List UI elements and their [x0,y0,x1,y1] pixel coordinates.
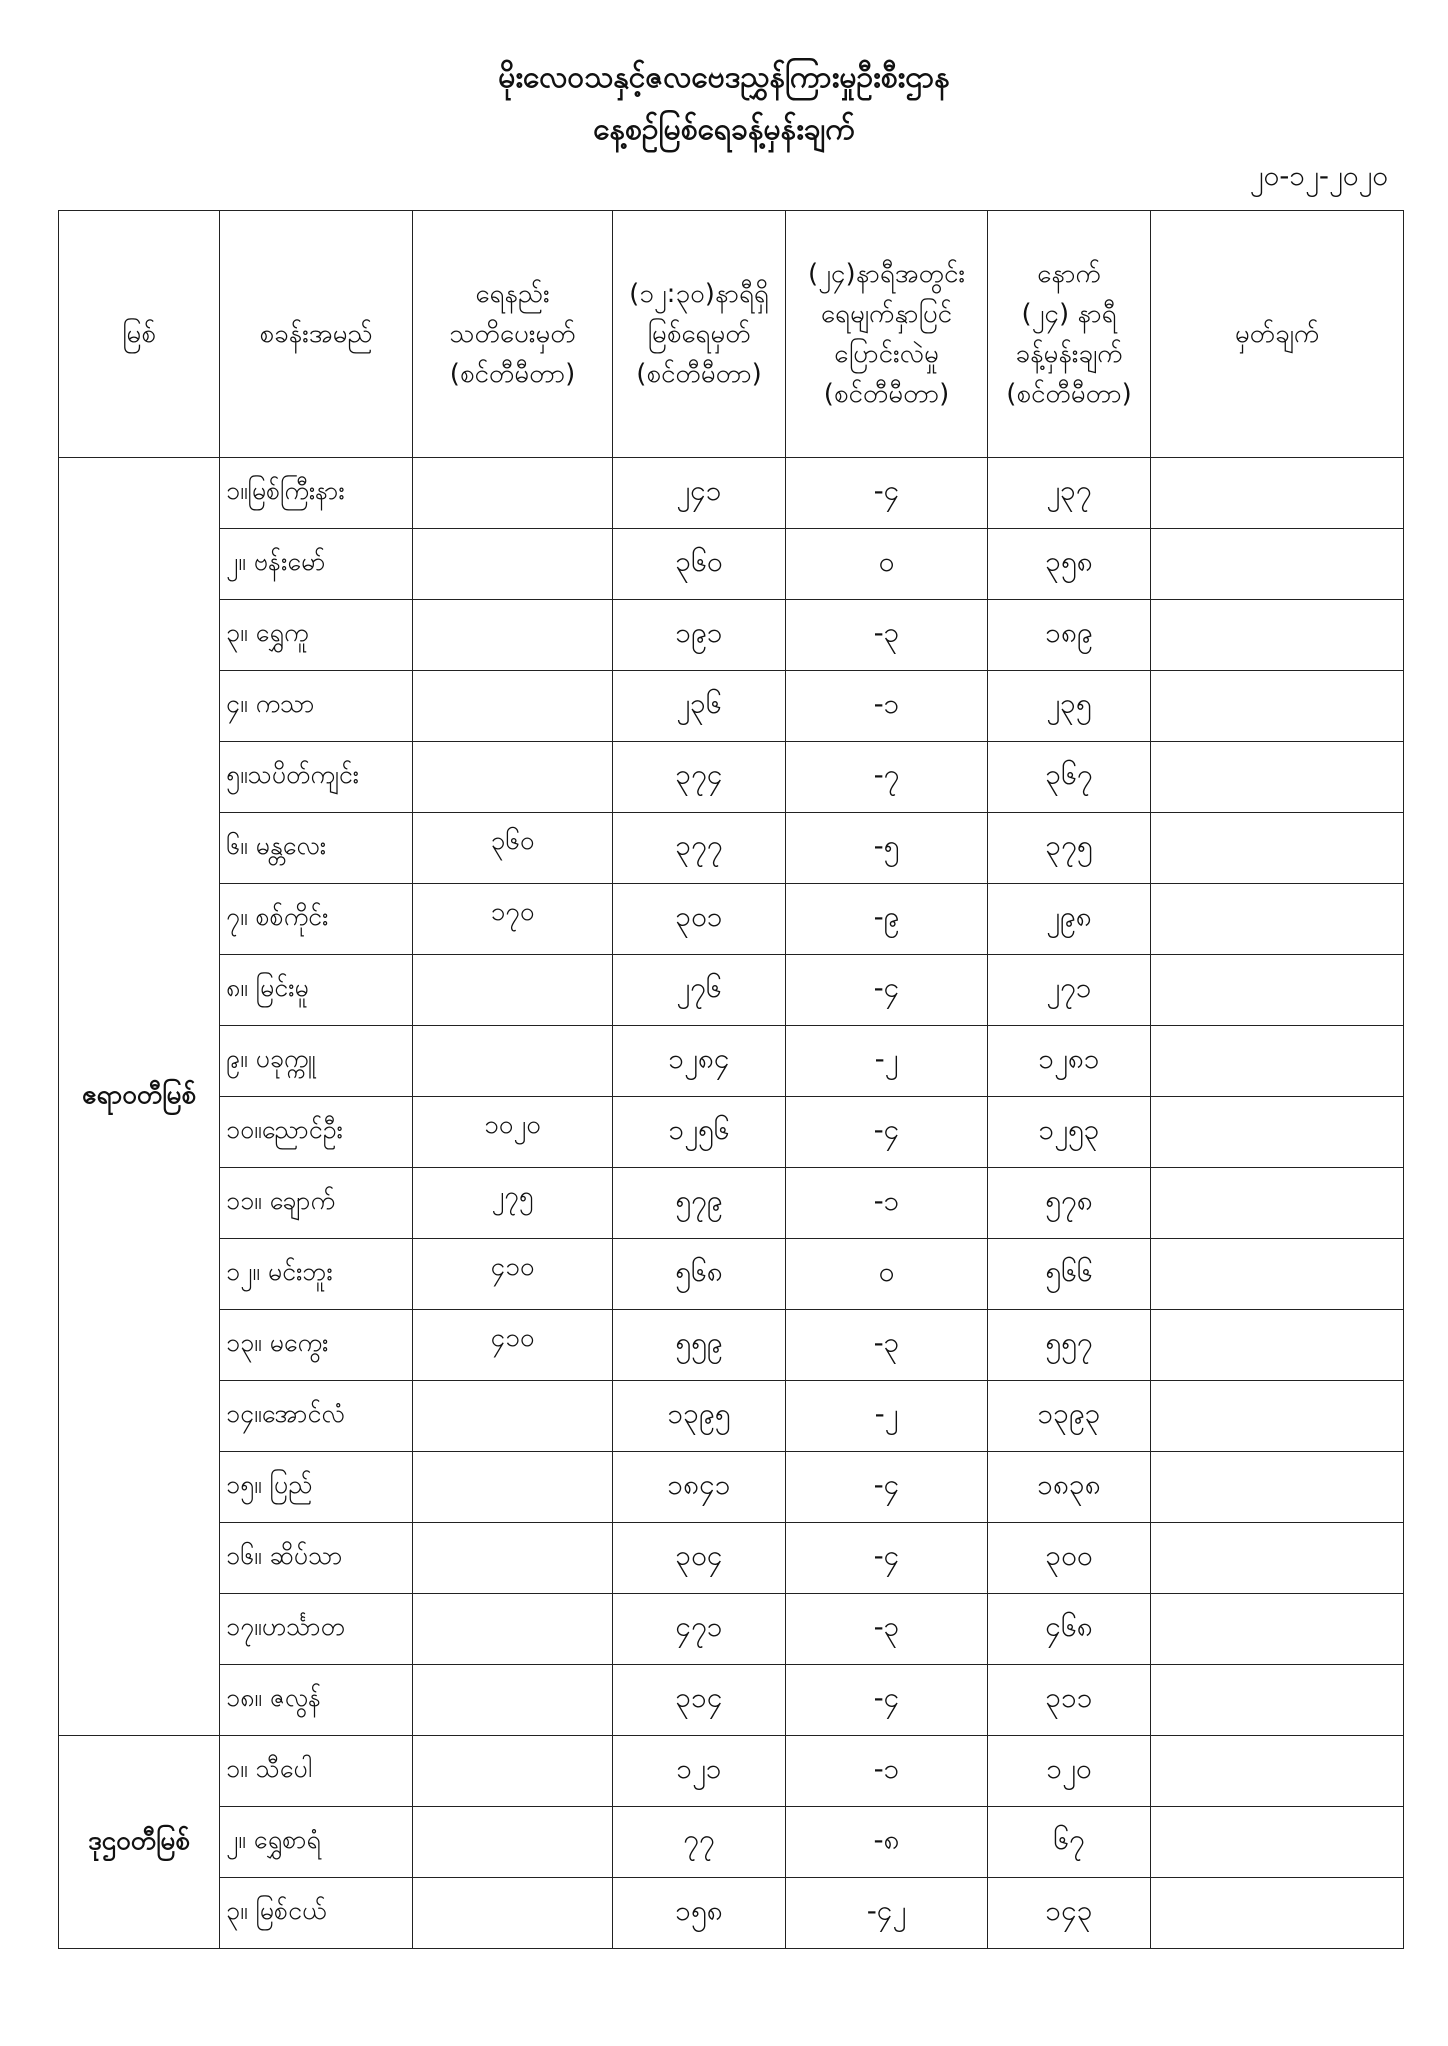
level-change-cell: ၀ [786,1239,988,1310]
current-level-cell: ၅၇၉ [613,1168,786,1239]
current-level-cell: ၂၇၆ [613,955,786,1026]
current-level-cell: ၇၇ [613,1807,786,1878]
danger-level-cell: ၂၇၅ [413,1168,613,1239]
remark-cell [1151,1878,1404,1949]
station-name-cell: ၂။ ရွှေစာရံ [220,1807,413,1878]
current-level-cell: ၃၆၀ [613,529,786,600]
header-current-line: မြစ်ရေမှတ် [647,319,751,349]
current-level-cell: ၃၀၄ [613,1523,786,1594]
remark-cell [1151,1665,1404,1736]
report-date: ၂၀-၁၂-၂၀၂၀ [1249,159,1388,192]
station-name-cell: ၅။သပိတ်ကျင်း [220,742,413,813]
danger-level-cell: ၄၁၀ [413,1310,613,1381]
remark-cell [1151,884,1404,955]
remark-cell [1151,1026,1404,1097]
remark-cell [1151,1736,1404,1807]
forecast-level-cell: ၁၈၃၈ [988,1452,1151,1523]
current-level-cell: ၂၄၁ [613,458,786,529]
forecast-level-cell: ၁၃၉၃ [988,1381,1151,1452]
forecast-level-cell: ၃၆၇ [988,742,1151,813]
station-name-cell: ၁၀။ညောင်ဦး [220,1097,413,1168]
header-danger-line: ရေနည်း [475,279,550,309]
header-change-line: ပြောင်းလဲမှု [834,339,939,369]
header-change-line: (စင်တီမီတာ) [823,379,950,409]
forecast-level-cell: ၄၆၈ [988,1594,1151,1665]
table-row [59,1026,1404,1097]
table-row [59,1381,1404,1452]
forecast-level-cell: ၅၅၇ [988,1310,1151,1381]
header-change-line: ရေမျက်နှာပြင် [820,299,953,329]
table-row [59,955,1404,1026]
station-name-cell: ၁၅။ ပြည် [220,1452,413,1523]
danger-level-cell: ၄၁၀ [413,1239,613,1310]
table-row [59,671,1404,742]
level-change-cell: -၅ [786,813,988,884]
header-current-line: (စင်တီမီတာ) [636,359,762,389]
station-name-cell: ၇။ စစ်ကိုင်း [220,884,413,955]
forecast-level-cell: ၁၈၉ [988,600,1151,671]
forecast-level-cell: ၂၉၈ [988,884,1151,955]
current-level-cell: ၁၂၁ [613,1736,786,1807]
danger-level-cell: ၁၀၂၀ [413,1097,613,1168]
forecast-level-cell: ၁၂၈၁ [988,1026,1151,1097]
station-name-cell: ၁၄။အောင်လံ [220,1381,413,1452]
station-name-cell: ၁၂။ မင်းဘူး [220,1239,413,1310]
remark-cell [1151,1807,1404,1878]
remark-cell [1151,529,1404,600]
danger-level-cell [413,1736,613,1807]
level-change-cell: -၃ [786,1594,988,1665]
header-change-line: (၂၄)နာရီအတွင်း [808,259,965,289]
station-name-cell: ၁။မြစ်ကြီးနား [220,458,413,529]
table-row [59,529,1404,600]
danger-level-cell: ၁၇၀ [413,884,613,955]
danger-level-cell [413,1523,613,1594]
table-row [59,1807,1404,1878]
header-forecast-line: နောက် [1037,259,1101,289]
danger-level-cell [413,742,613,813]
table-row [59,884,1404,955]
danger-level-cell [413,1807,613,1878]
station-name-cell: ၂။ ဗန်းမော် [220,529,413,600]
remark-cell [1151,1168,1404,1239]
forecast-level-cell: ၃၅၈ [988,529,1151,600]
current-level-cell: ၅၆၈ [613,1239,786,1310]
header-forecast-line: (စင်တီမီတာ) [1006,379,1132,409]
table-row [59,1523,1404,1594]
danger-level-cell [413,529,613,600]
table-row [59,1239,1404,1310]
forecast-level-cell: ၆၇ [988,1807,1151,1878]
header-forecast [988,211,1151,458]
forecast-level-cell: ၁၂၅၃ [988,1097,1151,1168]
danger-level-cell [413,1665,613,1736]
level-change-cell: -၄ [786,1665,988,1736]
station-name-cell: ၁၃။ မကွေး [220,1310,413,1381]
header-danger-line: (စင်တီမီတာ) [449,359,576,389]
danger-level-cell: ၃၆၀ [413,813,613,884]
table-row [59,1736,1404,1807]
page-title: မိုးလေဝသနှင့်ဇလဗေဒညွှန်ကြားမှုဦးစီးဌာန [498,60,950,95]
forecast-level-cell: ၅၇၈ [988,1168,1151,1239]
table-row [59,1665,1404,1736]
danger-level-cell [413,600,613,671]
station-name-cell: ၁၁။ ချောက် [220,1168,413,1239]
level-change-cell: -၄ [786,458,988,529]
level-change-cell: -၃ [786,1310,988,1381]
danger-level-cell [413,1452,613,1523]
level-change-cell: -၉ [786,884,988,955]
level-change-cell: ၀ [786,529,988,600]
level-change-cell: -၈ [786,1807,988,1878]
header-current-level [613,211,786,458]
level-change-cell: -၇ [786,742,988,813]
remark-cell [1151,1381,1404,1452]
current-level-cell: ၃၀၁ [613,884,786,955]
current-level-cell: ၃၇၄ [613,742,786,813]
danger-level-cell [413,458,613,529]
remark-cell [1151,1452,1404,1523]
current-level-cell: ၅၅၉ [613,1310,786,1381]
forecast-level-cell: ၃၁၁ [988,1665,1151,1736]
level-change-cell: -၁ [786,1736,988,1807]
station-name-cell: ၁၈။ ဇလွန် [220,1665,413,1736]
remark-cell [1151,1310,1404,1381]
level-change-cell: -၄၂ [786,1878,988,1949]
forecast-level-cell: ၂၃၇ [988,458,1151,529]
remark-cell [1151,742,1404,813]
forecast-level-cell: ၅၆၆ [988,1239,1151,1310]
river-name-cell: ဒုဌဝတီမြစ် [59,1736,220,1949]
remark-cell [1151,458,1404,529]
current-level-cell: ၃၇၇ [613,813,786,884]
table-row [59,1097,1404,1168]
remark-cell [1151,600,1404,671]
table-row [59,1168,1404,1239]
station-name-cell: ၆။ မန္တလေး [220,813,413,884]
remark-cell [1151,1523,1404,1594]
current-level-cell: ၁၉၁ [613,600,786,671]
river-level-table [58,210,1404,1949]
station-name-cell: ၁။ သီပေါ [220,1736,413,1807]
remark-cell [1151,813,1404,884]
danger-level-cell [413,1381,613,1452]
remark-cell [1151,1594,1404,1665]
header-forecast-line: (၂၄) နာရီ [1021,299,1117,329]
level-change-cell: -၄ [786,1097,988,1168]
table-header-row [59,211,1404,458]
level-change-cell: -၂ [786,1381,988,1452]
remark-cell [1151,671,1404,742]
level-change-cell: -၂ [786,1026,988,1097]
danger-level-cell [413,1026,613,1097]
table-row [59,813,1404,884]
station-name-cell: ၈။ မြင်းမူ [220,955,413,1026]
forecast-level-cell: ၁၄၃ [988,1878,1151,1949]
current-level-cell: ၁၂၈၄ [613,1026,786,1097]
forecast-level-cell: ၂၃၅ [988,671,1151,742]
header-danger-line: သတိပေးမှတ် [449,319,576,349]
forecast-level-cell: ၃၇၅ [988,813,1151,884]
station-name-cell: ၃။ ရွှေကူ [220,600,413,671]
remark-cell [1151,1239,1404,1310]
header-danger-level [413,211,613,458]
current-level-cell: ၃၁၄ [613,1665,786,1736]
level-change-cell: -၄ [786,955,988,1026]
river-name-cell: ဧရာဝတီမြစ် [59,458,220,1736]
table-row [59,1878,1404,1949]
danger-level-cell [413,955,613,1026]
danger-level-cell [413,1878,613,1949]
danger-level-cell [413,1594,613,1665]
table-row [59,1594,1404,1665]
danger-level-cell [413,671,613,742]
level-change-cell: -၄ [786,1523,988,1594]
remark-cell [1151,1097,1404,1168]
station-name-cell: ၃။ မြစ်ငယ် [220,1878,413,1949]
forecast-level-cell: ၁၂၀ [988,1736,1151,1807]
header-forecast-line: ခန့်မှန်းချက် [1015,339,1123,369]
header-change [786,211,988,458]
level-change-cell: -၃ [786,600,988,671]
remark-cell [1151,955,1404,1026]
header-river: မြစ် [59,211,220,458]
forecast-level-cell: ၃၀၀ [988,1523,1151,1594]
table-row [59,600,1404,671]
table-row [59,742,1404,813]
forecast-level-cell: ၂၇၁ [988,955,1151,1026]
station-name-cell: ၉။ ပခုက္ကူ [220,1026,413,1097]
current-level-cell: ၁၂၅၆ [613,1097,786,1168]
level-change-cell: -၁ [786,1168,988,1239]
current-level-cell: ၁၅၈ [613,1878,786,1949]
table-body [59,458,1404,1949]
level-change-cell: -၁ [786,671,988,742]
current-level-cell: ၄၇၁ [613,1594,786,1665]
current-level-cell: ၂၃၆ [613,671,786,742]
header-current-line: (၁၂:၃၀)နာရီရှိ [629,279,769,309]
header-remark: မှတ်ချက် [1151,211,1404,458]
station-name-cell: ၁၇။ဟင်္သာတ [220,1594,413,1665]
header-station: စခန်းအမည် [220,211,413,458]
page-subtitle: နေ့စဉ်မြစ်ရေခန့်မှန်းချက် [593,112,855,147]
current-level-cell: ၁၃၉၅ [613,1381,786,1452]
station-name-cell: ၄။ ကသာ [220,671,413,742]
current-level-cell: ၁၈၄၁ [613,1452,786,1523]
station-name-cell: ၁၆။ ဆိပ်သာ [220,1523,413,1594]
level-change-cell: -၄ [786,1452,988,1523]
table-row [59,1452,1404,1523]
table-row [59,1310,1404,1381]
table-row [59,458,1404,529]
